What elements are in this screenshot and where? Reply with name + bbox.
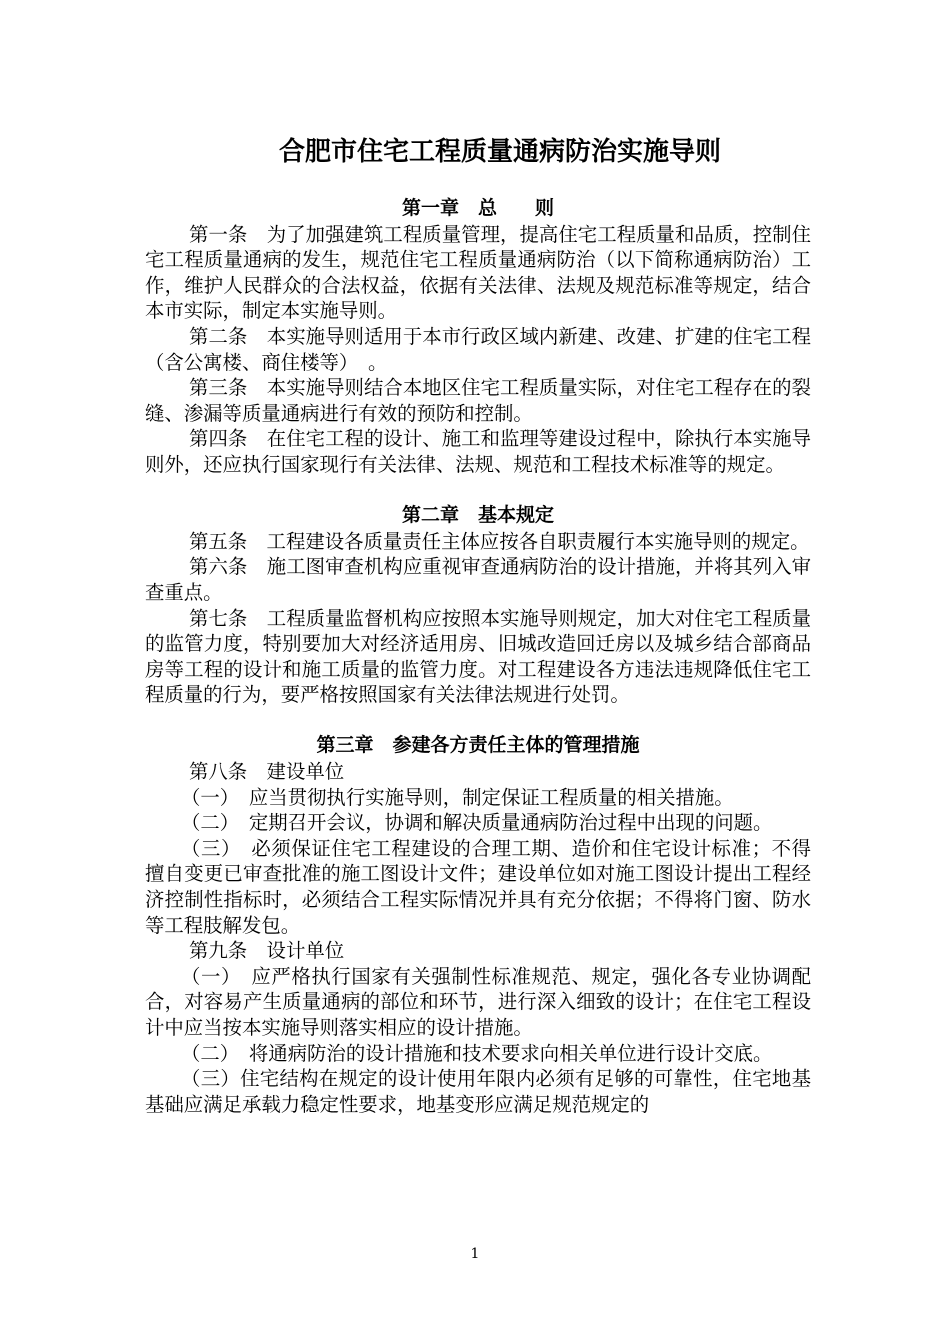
document-body xyxy=(145,196,811,1117)
article-4: 第四条 在住宅工程的设计、施工和监理等建设过程中，除执行本实施导则外，还应执行国家现行有关法律、法规、规范和工程技术标准等的规定。 xyxy=(145,427,811,476)
article-8-item-2: （二） 定期召开会议，协调和解决质量通病防治过程中出现的问题。 xyxy=(181,811,773,835)
chapter-3-heading: 第三章 参建各方责任主体的管理措施 xyxy=(316,734,640,757)
article-8-heading: 第八条 建设单位 xyxy=(189,760,345,784)
article-9-item-1: （一） 应严格执行国家有关强制性标准规范、规定，强化各专业协调配合，对容易产生质量通病的部位和环节，进行深入细致的设计；在住宅工程设计中应当按本实施导则落实相应的设计措施。 xyxy=(145,964,811,1039)
article-2: 第二条 本实施导则适用于本市行政区域内新建、改建、扩建的住宅工程（含公寓楼、商住楼等） 。 xyxy=(145,324,811,374)
article-9-heading: 第九条 设计单位 xyxy=(189,939,345,963)
document-title: 合肥市住宅工程质量通病防治实施导则 xyxy=(278,137,721,167)
chapter-1-heading: 第一章 总 则 xyxy=(401,197,554,219)
page-number: 1 xyxy=(470,1246,480,1262)
article-8-item-3: （三） 必须保证住宅工程建设的合理工期、造价和住宅设计标准；不得擅自变更已审查批准的施工图设计文件；建设单位如对施工图设计提出工程经济控制性指标时，必须结合工程实际情况并具有充分依据；不得将门窗、防水等工程肢解发包。 xyxy=(145,836,811,937)
article-5: 第五条 工程建设各质量责任主体应按各自职责履行本实施导则的规定。 xyxy=(189,529,810,553)
chapter-2-heading: 第二章 基本规定 xyxy=(401,504,554,527)
article-9-item-2: （二） 将通病防治的设计措施和技术要求向相关单位进行设计交底。 xyxy=(181,1041,773,1065)
article-8-item-1: （一） 应当贯彻执行实施导则，制定保证工程质量的相关措施。 xyxy=(181,785,734,809)
article-1: 第一条 为了加强建筑工程质量管理，提高住宅工程质量和品质，控制住宅工程质量通病的发生，规范住宅工程质量通病防治（以下简称通病防治）工作，维护人民群众的合法权益，依据有关法律、法规及规范标准等规定，结合本市实际，制定本实施导则。 xyxy=(145,222,811,323)
article-9-item-3: （三）住宅结构在规定的设计使用年限内必须有足够的可靠性，住宅地基基础应满足承载力稳定性要求，地基变形应满足规范规定的 xyxy=(145,1067,811,1116)
article-7: 第七条 工程质量监督机构应按照本实施导则规定，加大对住宅工程质量的监管力度，特别要加大对经济适用房、旧城改造回迁房以及城乡结合部商品房等工程的设计和施工质量的监管力度。对工程建设各方违法违规降低住宅工程质量的行为，要严格按照国家有关法律法规进行处罚。 xyxy=(145,606,811,707)
article-3: 第三条 本实施导则结合本地区住宅工程质量实际，对住宅工程存在的裂缝、渗漏等质量通病进行有效的预防和控制。 xyxy=(145,376,811,425)
article-6: 第六条 施工图审查机构应重视审查通病防治的设计措施，并将其列入审查重点。 xyxy=(145,555,811,604)
